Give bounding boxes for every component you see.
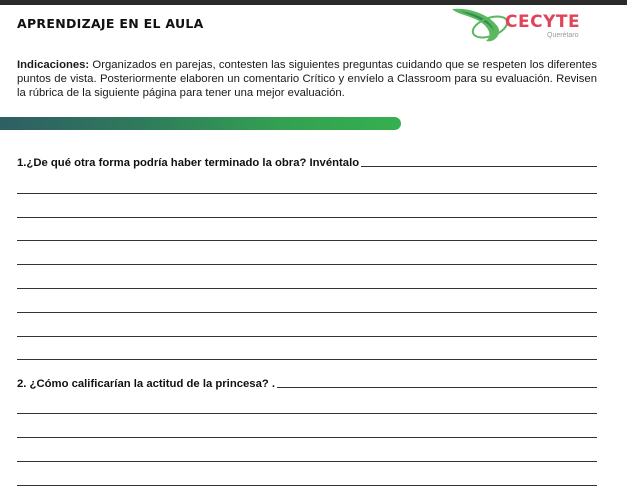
question-2-text: 2. ¿Cómo calificarían la actitud de la princesa? . [17, 378, 276, 390]
question-2 [17, 378, 597, 390]
logo-wordmark: CECYTE [505, 12, 581, 32]
answer-line[interactable] [17, 288, 597, 289]
answer-line[interactable] [17, 217, 597, 218]
answer-line[interactable] [17, 359, 597, 360]
question-1 [17, 157, 597, 169]
page-title: APRENDIZAJE EN EL AULA [17, 16, 204, 31]
answer-line[interactable] [17, 437, 597, 438]
instructions-text: Organizados en parejas, contesten las siguientes preguntas cuidando que se respeten los diferentes puntos de vista. Posteriormente elaboren un comentario Crítico y envíelo a Classroom para su evaluación. Revisen la rúbrica de la siguiente página para tener una mejor evaluación. [17, 59, 597, 99]
answer-line[interactable] [17, 264, 597, 265]
answer-line[interactable] [17, 193, 597, 194]
answer-line[interactable] [17, 240, 597, 241]
logo-subtitle: Querétaro [547, 32, 579, 39]
answer-line[interactable] [17, 461, 597, 462]
answer-line[interactable] [17, 312, 597, 313]
question-1-answer-line[interactable] [361, 166, 597, 167]
answer-line[interactable] [17, 485, 597, 486]
question-1-text: 1.¿De qué otra forma podría haber terminado la obra? Invéntalo [17, 157, 360, 169]
answer-line[interactable] [17, 336, 597, 337]
question-2-answer-line[interactable] [277, 387, 597, 388]
instructions-label: Indicaciones: [17, 59, 90, 71]
answer-line[interactable] [17, 413, 597, 414]
section-divider [0, 117, 401, 130]
instructions-paragraph [17, 58, 597, 100]
